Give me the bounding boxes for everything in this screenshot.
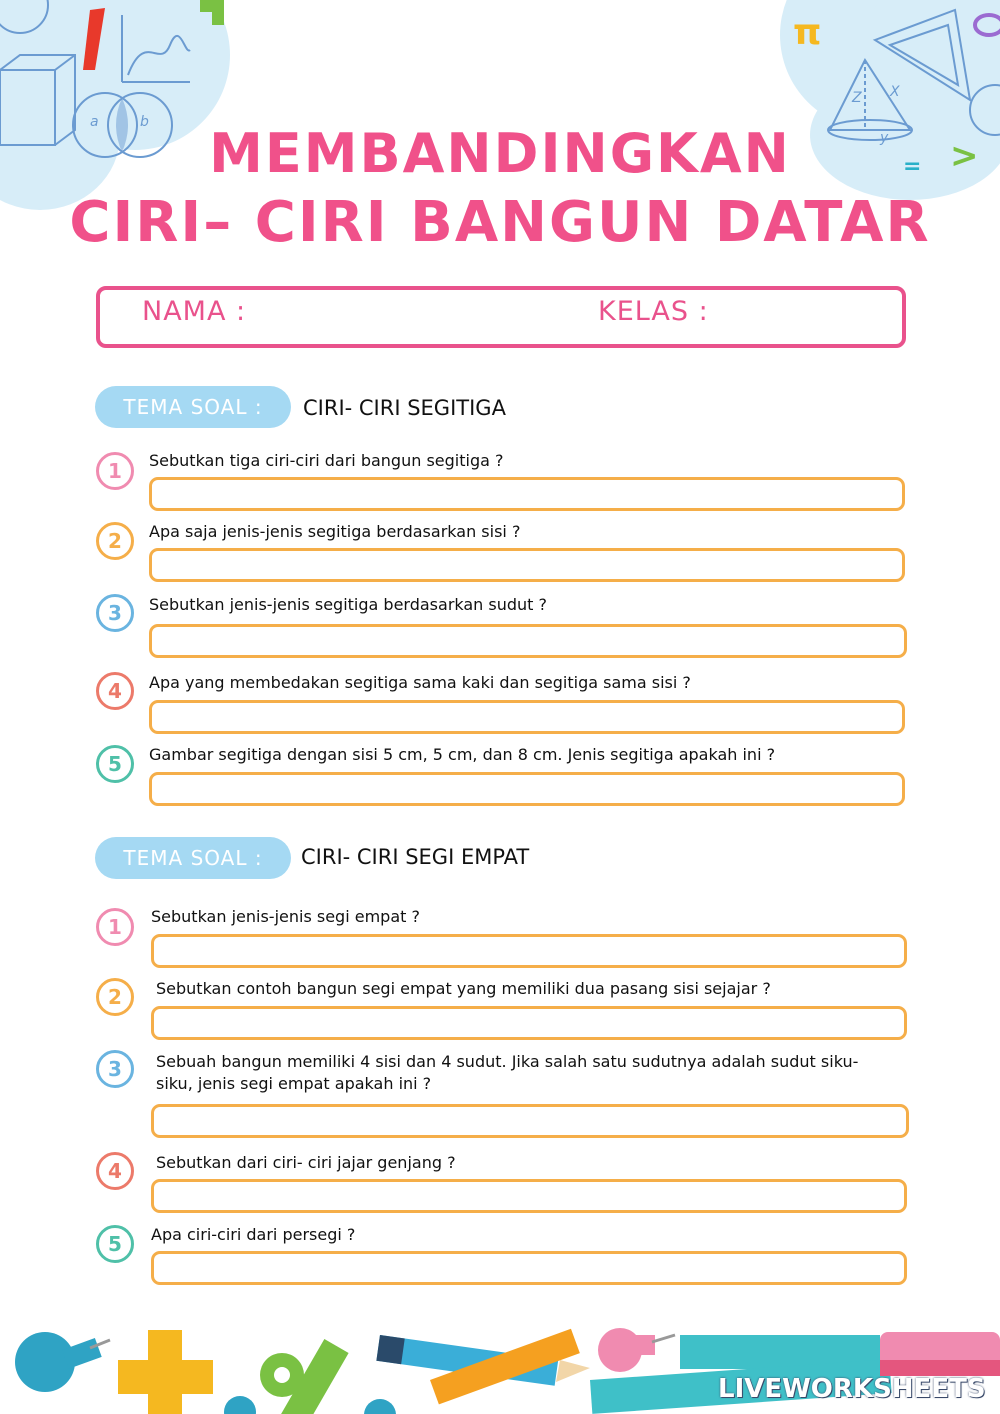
- pi-symbol: π: [793, 12, 822, 53]
- question-text: Apa saja jenis-jenis segitiga berdasarkan sisi ?: [149, 522, 521, 541]
- question-text: Apa yang membedakan segitiga sama kaki dan segitiga sama sisi ?: [149, 673, 691, 692]
- question-text: Gambar segitiga dengan sisi 5 cm, 5 cm, dan 8 cm. Jenis segitiga apakah ini ?: [149, 745, 776, 764]
- answer-field[interactable]: [149, 548, 905, 582]
- question-number: 1: [96, 908, 134, 946]
- cone-label-x: X: [890, 84, 900, 100]
- answer-field[interactable]: [151, 934, 907, 968]
- question-text: Sebutkan contoh bangun segi empat yang memiliki dua pasang sisi sejajar ?: [156, 979, 771, 998]
- class-label: KELAS :: [598, 296, 709, 327]
- answer-field[interactable]: [151, 1006, 907, 1040]
- class-field[interactable]: [720, 297, 894, 333]
- question-number: 5: [96, 1225, 134, 1263]
- greater-than-symbol: >: [950, 136, 979, 176]
- question-text: Sebutkan tiga ciri-ciri dari bangun segitiga ?: [149, 451, 504, 470]
- question-number: 2: [96, 522, 134, 560]
- theme-tag-1: TEMA SOAL :: [95, 386, 291, 428]
- set-label-b: b: [140, 114, 149, 130]
- theme-tag-2: TEMA SOAL :: [95, 837, 291, 879]
- question-number: 2: [96, 978, 134, 1016]
- answer-field[interactable]: [149, 700, 905, 734]
- answer-field[interactable]: [149, 772, 905, 806]
- name-label: NAMA :: [142, 296, 247, 327]
- question-number: 3: [96, 1050, 134, 1088]
- page-title-line2: CIRI– CIRI BANGUN DATAR: [69, 190, 931, 255]
- question-number: 1: [96, 452, 134, 490]
- question-number: 5: [96, 745, 134, 783]
- question-number: 4: [96, 1152, 134, 1190]
- answer-field[interactable]: [149, 477, 905, 511]
- answer-field[interactable]: [151, 1104, 909, 1138]
- answer-field[interactable]: [149, 624, 907, 658]
- page-title-line1: MEMBANDINGKAN: [209, 122, 791, 185]
- answer-field[interactable]: [151, 1251, 907, 1285]
- question-number: 4: [96, 672, 134, 710]
- question-text: Sebutkan jenis-jenis segi empat ?: [151, 907, 420, 926]
- name-field[interactable]: [265, 297, 579, 333]
- set-label-a: a: [90, 114, 99, 130]
- question-text: Sebuah bangun memiliki 4 sisi dan 4 sudut. Jika salah satu sudutnya adalah sudut siku-siku, jenis segi empat apakah ini ?: [156, 1052, 859, 1093]
- question-number: 3: [96, 594, 134, 632]
- question-text: Sebutkan jenis-jenis segitiga berdasarkan sudut ?: [149, 595, 548, 614]
- question-text: Apa ciri-ciri dari persegi ?: [151, 1225, 356, 1244]
- equals-symbol: =: [903, 154, 922, 179]
- question-text: Sebutkan dari ciri- ciri jajar genjang ?: [156, 1153, 456, 1172]
- theme-title-2: CIRI- CIRI SEGI EMPAT: [301, 845, 530, 869]
- theme-title-1: CIRI- CIRI SEGITIGA: [303, 396, 506, 420]
- cone-label-z: Z: [852, 90, 862, 106]
- answer-field[interactable]: [151, 1179, 907, 1213]
- cone-label-y: y: [880, 130, 889, 146]
- watermark-logo: LIVEWORKSHEETS: [718, 1374, 986, 1404]
